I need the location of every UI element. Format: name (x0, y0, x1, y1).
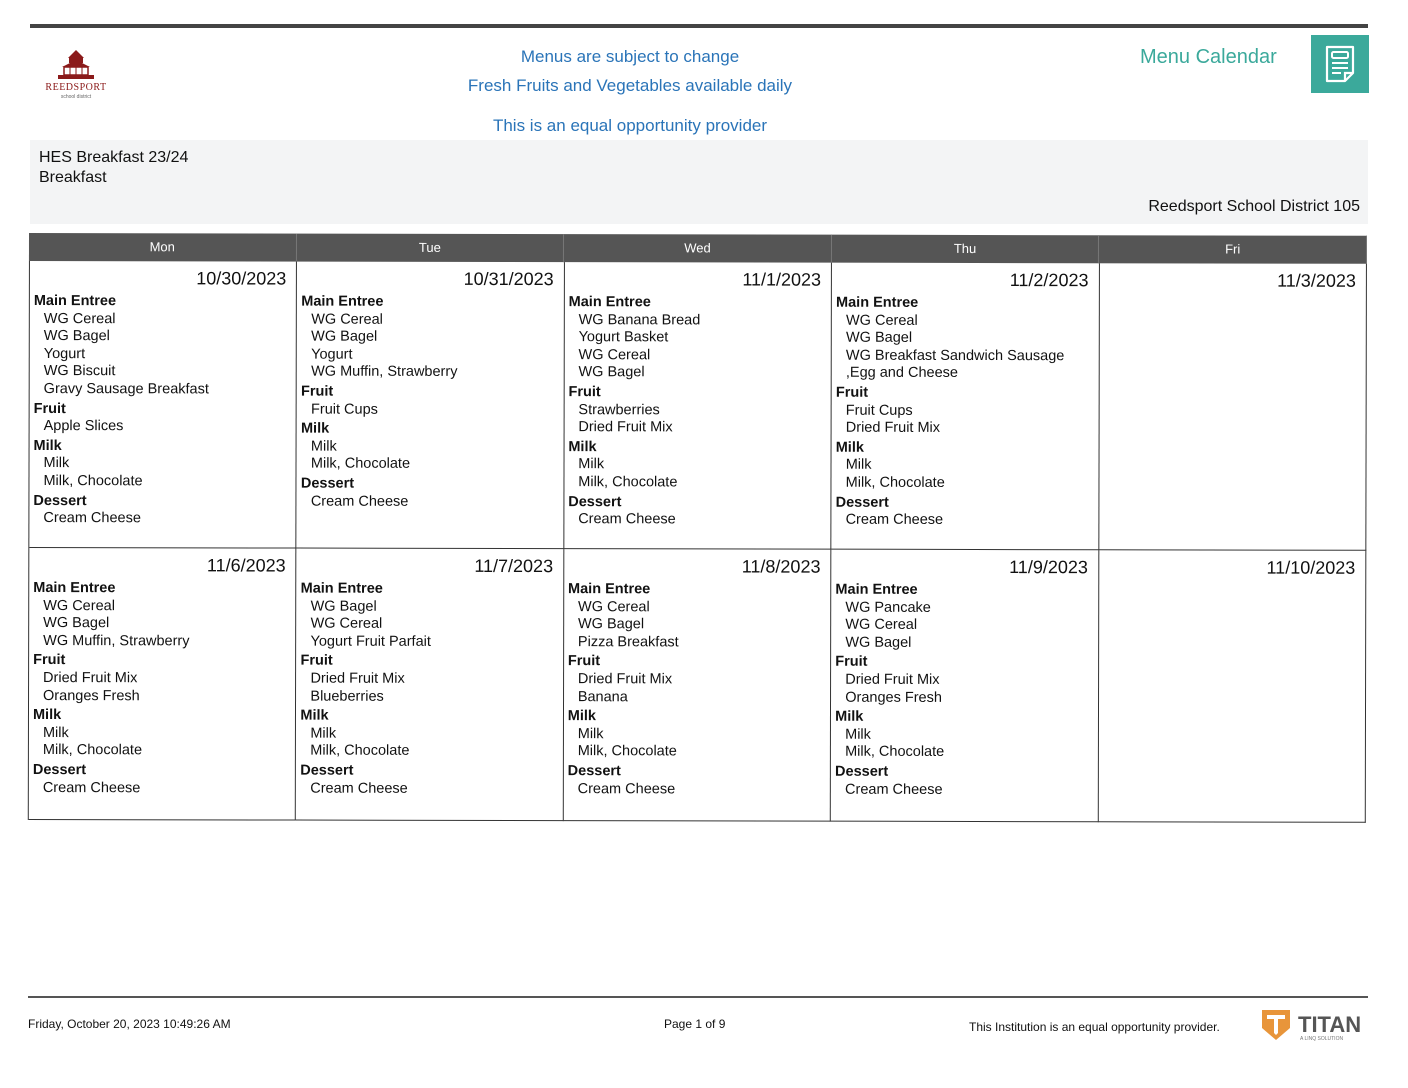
menu-category: Fruit (301, 383, 334, 400)
menu-item: Yogurt Fruit Parfait (310, 633, 431, 650)
menu-item: Milk (310, 725, 337, 742)
menu-item: Dried Fruit Mix (845, 419, 941, 437)
menu-category: Main Entree (33, 293, 117, 310)
menu-item: Milk, Chocolate (42, 742, 143, 759)
menu-item: WG Cereal (311, 311, 383, 328)
menu-item: WG Muffin, Strawberry (311, 363, 458, 381)
menu-item: WG Bagel (43, 328, 110, 345)
day-date: 11/7/2023 (474, 555, 554, 577)
menu-item: Cream Cheese (845, 511, 944, 529)
menu-item: Cream Cheese (578, 511, 676, 528)
menu-category: Main Entree (300, 580, 383, 597)
logo-name: REEDSPORT (45, 82, 107, 93)
menu-item: Milk (43, 455, 70, 472)
footer-page-number: Page 1 of 9 (664, 1017, 726, 1031)
menu-category: Fruit (33, 400, 66, 417)
menu-category: Main Entree (835, 581, 918, 598)
menu-category: Fruit (835, 384, 869, 401)
day-cell (564, 549, 832, 822)
menu-item: Milk, Chocolate (310, 455, 411, 473)
menu-category: Dessert (33, 492, 87, 509)
menu-item: Fruit Cups (311, 401, 378, 418)
titan-logo (1260, 1008, 1361, 1042)
notice-menus-change: Menus are subject to change (520, 47, 740, 66)
menu-item: Milk (577, 725, 604, 742)
day-date: 10/31/2023 (463, 268, 554, 290)
menu-item: Milk, Chocolate (845, 744, 945, 761)
day-date: 11/3/2023 (1277, 270, 1356, 291)
menu-category: Dessert (32, 761, 87, 779)
menu-item: WG Bagel (577, 616, 645, 633)
menu-item: WG Cereal (43, 597, 115, 614)
menu-item: WG Muffin, Strawberry (43, 632, 190, 650)
menu-calendar-icon (1311, 35, 1369, 93)
menu-item: WG Pancake (845, 599, 931, 616)
day-date: 10/30/2023 (196, 268, 287, 289)
menu-category: Dessert (835, 494, 889, 511)
day-cell (831, 550, 1099, 823)
menu-item: WG Bagel (845, 634, 912, 651)
day-date: 11/9/2023 (1009, 557, 1088, 578)
menu-item: Milk (845, 726, 871, 743)
menu-item: Yogurt (311, 346, 353, 363)
menu-item: Apple Slices (43, 418, 124, 435)
menu-item: Dried Fruit Mix (577, 671, 673, 688)
menu-category: Dessert (567, 763, 621, 780)
notice-equal-opportunity: This is an equal opportunity provider (492, 116, 768, 135)
menu-item: WG Bagel (310, 598, 377, 615)
menu-item: WG Bagel (845, 329, 913, 347)
menu-category: Fruit (835, 654, 868, 671)
menu-item: WG Bagel (43, 615, 110, 632)
bottom-rule (28, 996, 1368, 998)
menu-item: Milk (42, 724, 69, 741)
day-header-fri: Fri (1099, 235, 1367, 264)
menu-category: Fruit (33, 652, 66, 669)
menu-category: Dessert (300, 762, 354, 779)
menu-item: Fruit Cups (845, 402, 913, 419)
menu-item: Milk, Chocolate (578, 474, 678, 491)
menu-meal: Breakfast (39, 169, 107, 186)
notice-fresh-fruits: Fresh Fruits and Vegetables available daily (467, 76, 793, 95)
menu-category: Fruit (300, 652, 333, 670)
day-cell (1099, 263, 1367, 551)
menu-item: WG Bagel (311, 328, 378, 345)
menu-item: Banana (577, 688, 628, 705)
district-name: Reedsport School District 105 (1148, 198, 1360, 215)
menu-item: Milk, Chocolate (310, 742, 410, 760)
menu-item: WG Banana Bread (578, 311, 701, 328)
menu-item: WG Cereal (845, 312, 918, 329)
menu-item: Dried Fruit Mix (43, 669, 138, 687)
menu-category: Main Entree (836, 294, 919, 311)
menu-item: WG Cereal (577, 598, 650, 615)
footer-timestamp: Friday, October 20, 2023 10:49:26 AM (28, 1017, 231, 1031)
menu-category: Milk (300, 420, 330, 437)
menu-category: Milk (835, 708, 864, 725)
menu-item: Cream Cheese (577, 780, 676, 797)
footer-statement: This Institution is an equal opportunity provider. (969, 1020, 1220, 1034)
menu-category: Milk (567, 708, 597, 725)
day-cell (564, 262, 832, 550)
menu-item: WG Cereal (310, 615, 383, 632)
menu-item: Milk, Chocolate (845, 474, 945, 491)
menu-category: Fruit (567, 653, 601, 670)
menu-item: Milk (310, 438, 337, 455)
menu-category: Milk (33, 437, 62, 454)
menu-item: WG Biscuit (43, 363, 116, 380)
day-date: 11/2/2023 (1009, 270, 1089, 291)
titan-shield-icon (1260, 1008, 1292, 1042)
menu-name-block (39, 148, 188, 188)
day-header-mon: Mon (29, 233, 297, 262)
menu-item: Dried Fruit Mix (310, 670, 405, 687)
menu-item: Oranges Fresh (43, 687, 140, 704)
menu-item: WG Cereal (43, 310, 116, 327)
day-date: 11/10/2023 (1266, 557, 1356, 578)
menu-item: Milk, Chocolate (43, 472, 143, 490)
menu-item: Cream Cheese (42, 779, 141, 796)
top-rule (30, 24, 1368, 28)
day-cell (297, 262, 565, 550)
menu-item: Cream Cheese (43, 510, 141, 527)
menu-category: Dessert (835, 763, 889, 780)
day-cell (1098, 550, 1366, 823)
menu-item: Blueberries (310, 688, 384, 705)
day-date: 11/1/2023 (742, 269, 822, 290)
menu-item: WG Cereal (578, 346, 651, 364)
titan-brand: TITAN (1298, 1012, 1362, 1037)
menu-item: Cream Cheese (310, 780, 408, 797)
menu-item: Cream Cheese (310, 493, 409, 510)
district-logo (36, 48, 116, 104)
menu-item: Milk (845, 457, 872, 474)
menu-category: Fruit (568, 384, 601, 401)
day-header-tue: Tue (297, 234, 565, 263)
menu-category: Milk (568, 438, 597, 455)
menu-item: Dried Fruit Mix (845, 671, 940, 688)
menu-item: WG Bagel (578, 364, 645, 381)
menu-category: Main Entree (568, 581, 651, 598)
menu-item: Milk, Chocolate (577, 743, 677, 760)
day-header-thu: Thu (832, 235, 1100, 264)
menu-category: Milk (32, 707, 62, 724)
menu-category: Main Entree (33, 580, 116, 597)
day-date: 11/6/2023 (206, 555, 286, 576)
day-header-wed: Wed (564, 234, 832, 263)
day-date: 11/8/2023 (741, 556, 821, 577)
menu-item: Cream Cheese (845, 781, 943, 798)
menu-category: Main Entree (301, 293, 384, 310)
titan-brand-sub: A LINQ SOLUTION (1300, 1036, 1344, 1042)
menu-item: Oranges Fresh (845, 689, 942, 706)
day-cell (29, 548, 297, 821)
day-cell (29, 261, 297, 549)
day-cell (296, 549, 564, 822)
menu-item: Yogurt (43, 345, 86, 362)
menu-item: Dried Fruit Mix (578, 419, 673, 436)
menu-item: WG Breakfast Sandwich Sausage ,Egg and Cheese (845, 347, 1065, 382)
menu-category: Dessert (300, 475, 355, 492)
menu-category: Milk (835, 439, 864, 456)
menu-name: HES Breakfast 23/24 (39, 149, 189, 166)
menu-category: Milk (300, 707, 329, 724)
menu-item: Yogurt Basket (578, 329, 669, 346)
menu-item: Gravy Sausage Breakfast (43, 380, 209, 398)
menu-item: Pizza Breakfast (577, 633, 679, 651)
menu-item: Strawberries (578, 401, 660, 418)
menu-item: Milk (578, 456, 605, 473)
page-title: Menu Calendar (1140, 46, 1277, 68)
menu-category: Main Entree (568, 294, 651, 311)
logo-tagline: school district (60, 94, 92, 100)
menu-category: Dessert (568, 493, 622, 510)
calendar-grid (28, 261, 1367, 823)
calendar-header (29, 233, 1367, 264)
menu-calendar (28, 233, 1367, 826)
day-cell (832, 263, 1100, 551)
menu-item: WG Cereal (845, 616, 918, 634)
